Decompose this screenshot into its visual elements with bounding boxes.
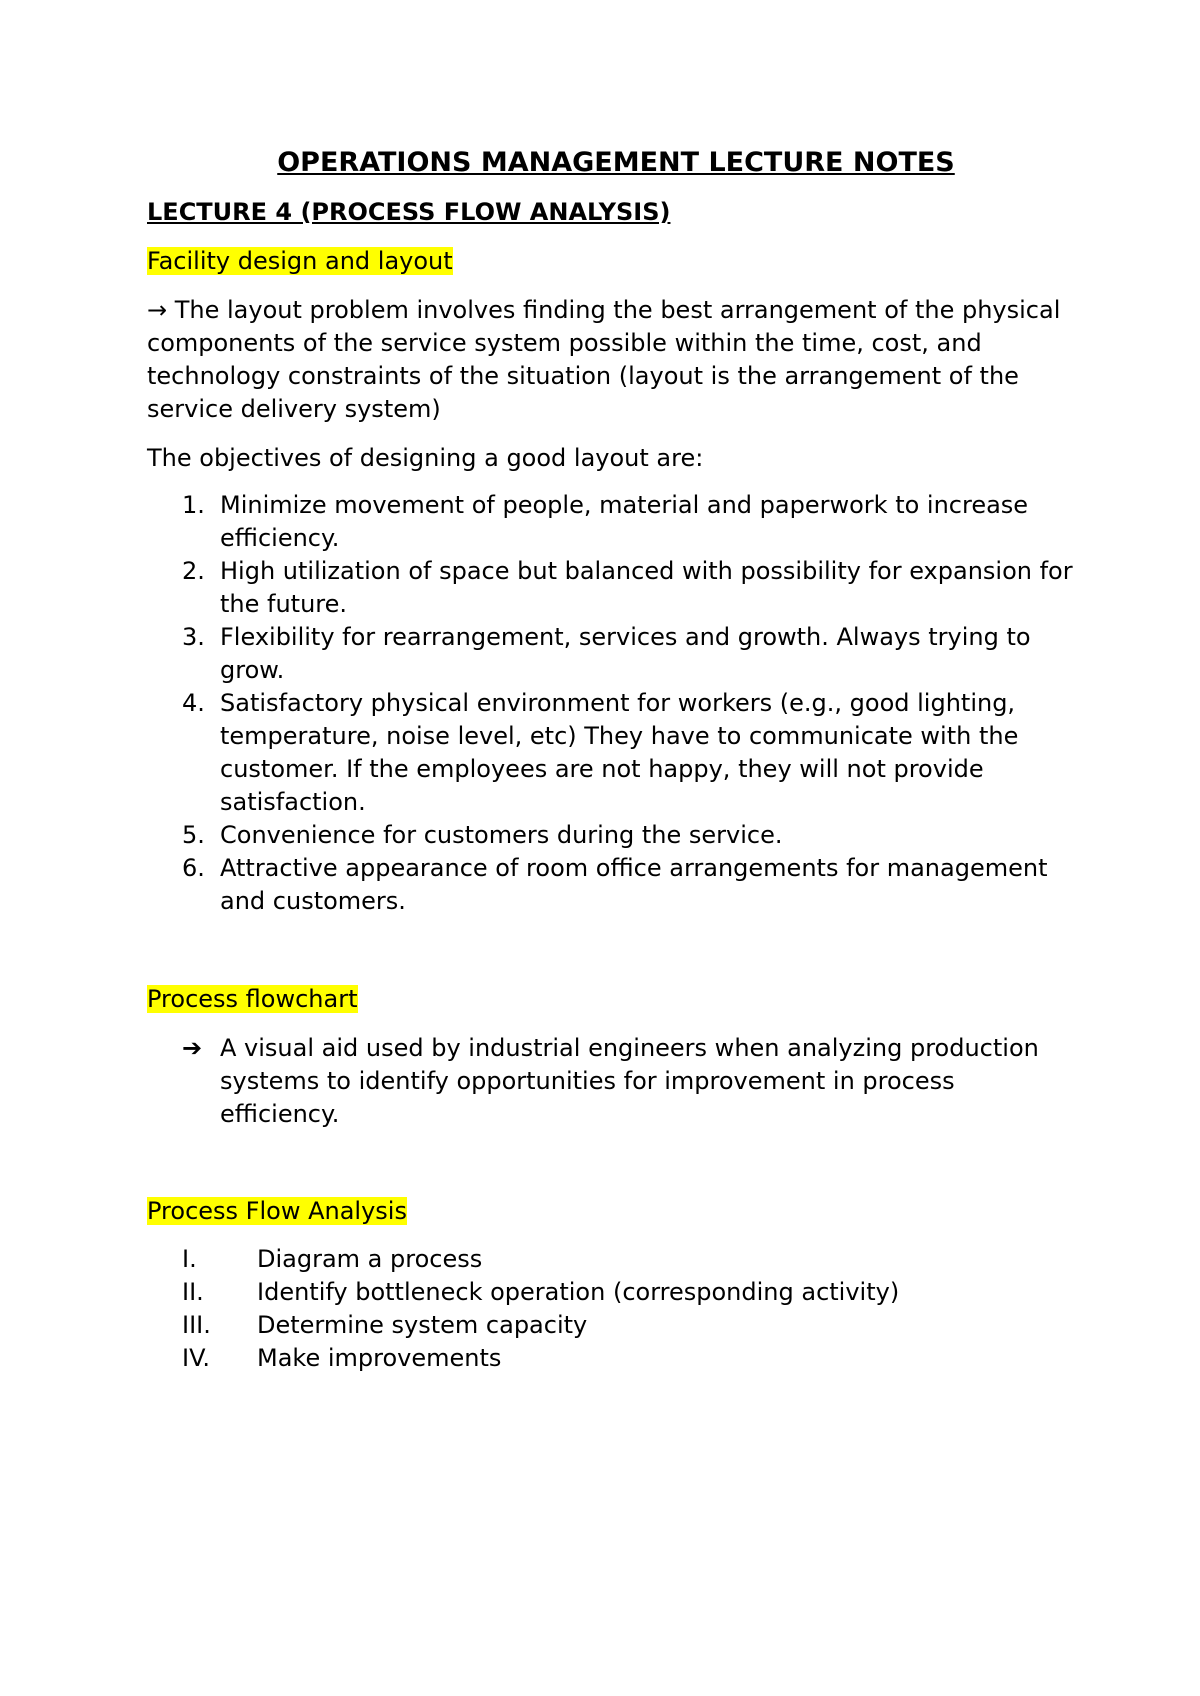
objectives-intro: The objectives of designing a good layout are: bbox=[147, 444, 704, 472]
list-item bbox=[147, 687, 1077, 819]
list-item-text: High utilization of space but balanced with possibility for expansion for the future. bbox=[220, 557, 1073, 618]
list-item-text: Attractive appearance of room office arrangements for management and customers. bbox=[220, 854, 1048, 915]
list-item-text: Determine system capacity bbox=[257, 1311, 588, 1339]
list-item bbox=[147, 1342, 1077, 1375]
section-heading-analysis bbox=[147, 1195, 1077, 1228]
list-item-text: Flexibility for rearrangement, services and growth. Always trying to grow. bbox=[220, 623, 1031, 684]
section-heading-facility bbox=[147, 245, 1077, 278]
highlighted-heading-facility: Facility design and layout bbox=[147, 247, 453, 275]
list-item-number: I. bbox=[182, 1245, 197, 1273]
document-content bbox=[147, 145, 1077, 1375]
list-item-number: III. bbox=[182, 1311, 211, 1339]
list-item-number: 3. bbox=[182, 623, 205, 651]
document-title: OPERATIONS MANAGEMENT LECTURE NOTES bbox=[277, 147, 955, 178]
list-item-number: 1. bbox=[182, 491, 205, 519]
list-item-number: 2. bbox=[182, 557, 205, 585]
list-item bbox=[147, 819, 1077, 852]
list-item-text: Identify bottleneck operation (corresponding activity) bbox=[257, 1278, 900, 1306]
analysis-steps-list bbox=[147, 1243, 1077, 1375]
flowchart-bullet bbox=[147, 1032, 1077, 1131]
list-item-text: Satisfactory physical environment for workers (e.g., good lighting, temperature, noise level, etc) They have to communicate with the customer. If the employees are not happy, they will not provide satisfaction. bbox=[220, 689, 1019, 816]
flowchart-bullet-text: A visual aid used by industrial engineers when analyzing production systems to identify opportunities for improvement in process efficiency. bbox=[220, 1034, 1039, 1128]
list-item bbox=[147, 1243, 1077, 1276]
arrow-bullet-icon: ➔ bbox=[182, 1034, 203, 1062]
list-item-number: 6. bbox=[182, 854, 205, 882]
highlighted-heading-flowchart: Process flowchart bbox=[147, 985, 358, 1013]
facility-paragraph bbox=[147, 294, 1077, 426]
list-item-text: Convenience for customers during the service. bbox=[220, 821, 783, 849]
list-item-number: IV. bbox=[182, 1344, 211, 1372]
facility-paragraph-text: The layout problem involves finding the best arrangement of the physical components of the service system possible within the time, cost, and technology constraints of the situation (layout is the arrangement of the service delivery system) bbox=[147, 296, 1061, 423]
list-item-number: 5. bbox=[182, 821, 205, 849]
objectives-list bbox=[147, 489, 1077, 918]
list-item-number: II. bbox=[182, 1278, 204, 1306]
list-item-text: Minimize movement of people, material and paperwork to increase efficiency. bbox=[220, 491, 1029, 552]
arrow-right-icon: → bbox=[147, 296, 168, 324]
section-heading-flowchart bbox=[147, 983, 1077, 1016]
lecture-heading: LECTURE 4 (PROCESS FLOW ANALYSIS) bbox=[147, 198, 671, 226]
list-item-number: 4. bbox=[182, 689, 205, 717]
list-item bbox=[147, 489, 1077, 555]
list-item-text: Diagram a process bbox=[257, 1245, 483, 1273]
list-item-text: Make improvements bbox=[257, 1344, 502, 1372]
list-item bbox=[147, 555, 1077, 621]
highlighted-heading-analysis: Process Flow Analysis bbox=[147, 1197, 407, 1225]
list-item bbox=[147, 1276, 1077, 1309]
list-item bbox=[147, 852, 1077, 918]
list-item bbox=[147, 1309, 1077, 1342]
list-item bbox=[147, 621, 1077, 687]
